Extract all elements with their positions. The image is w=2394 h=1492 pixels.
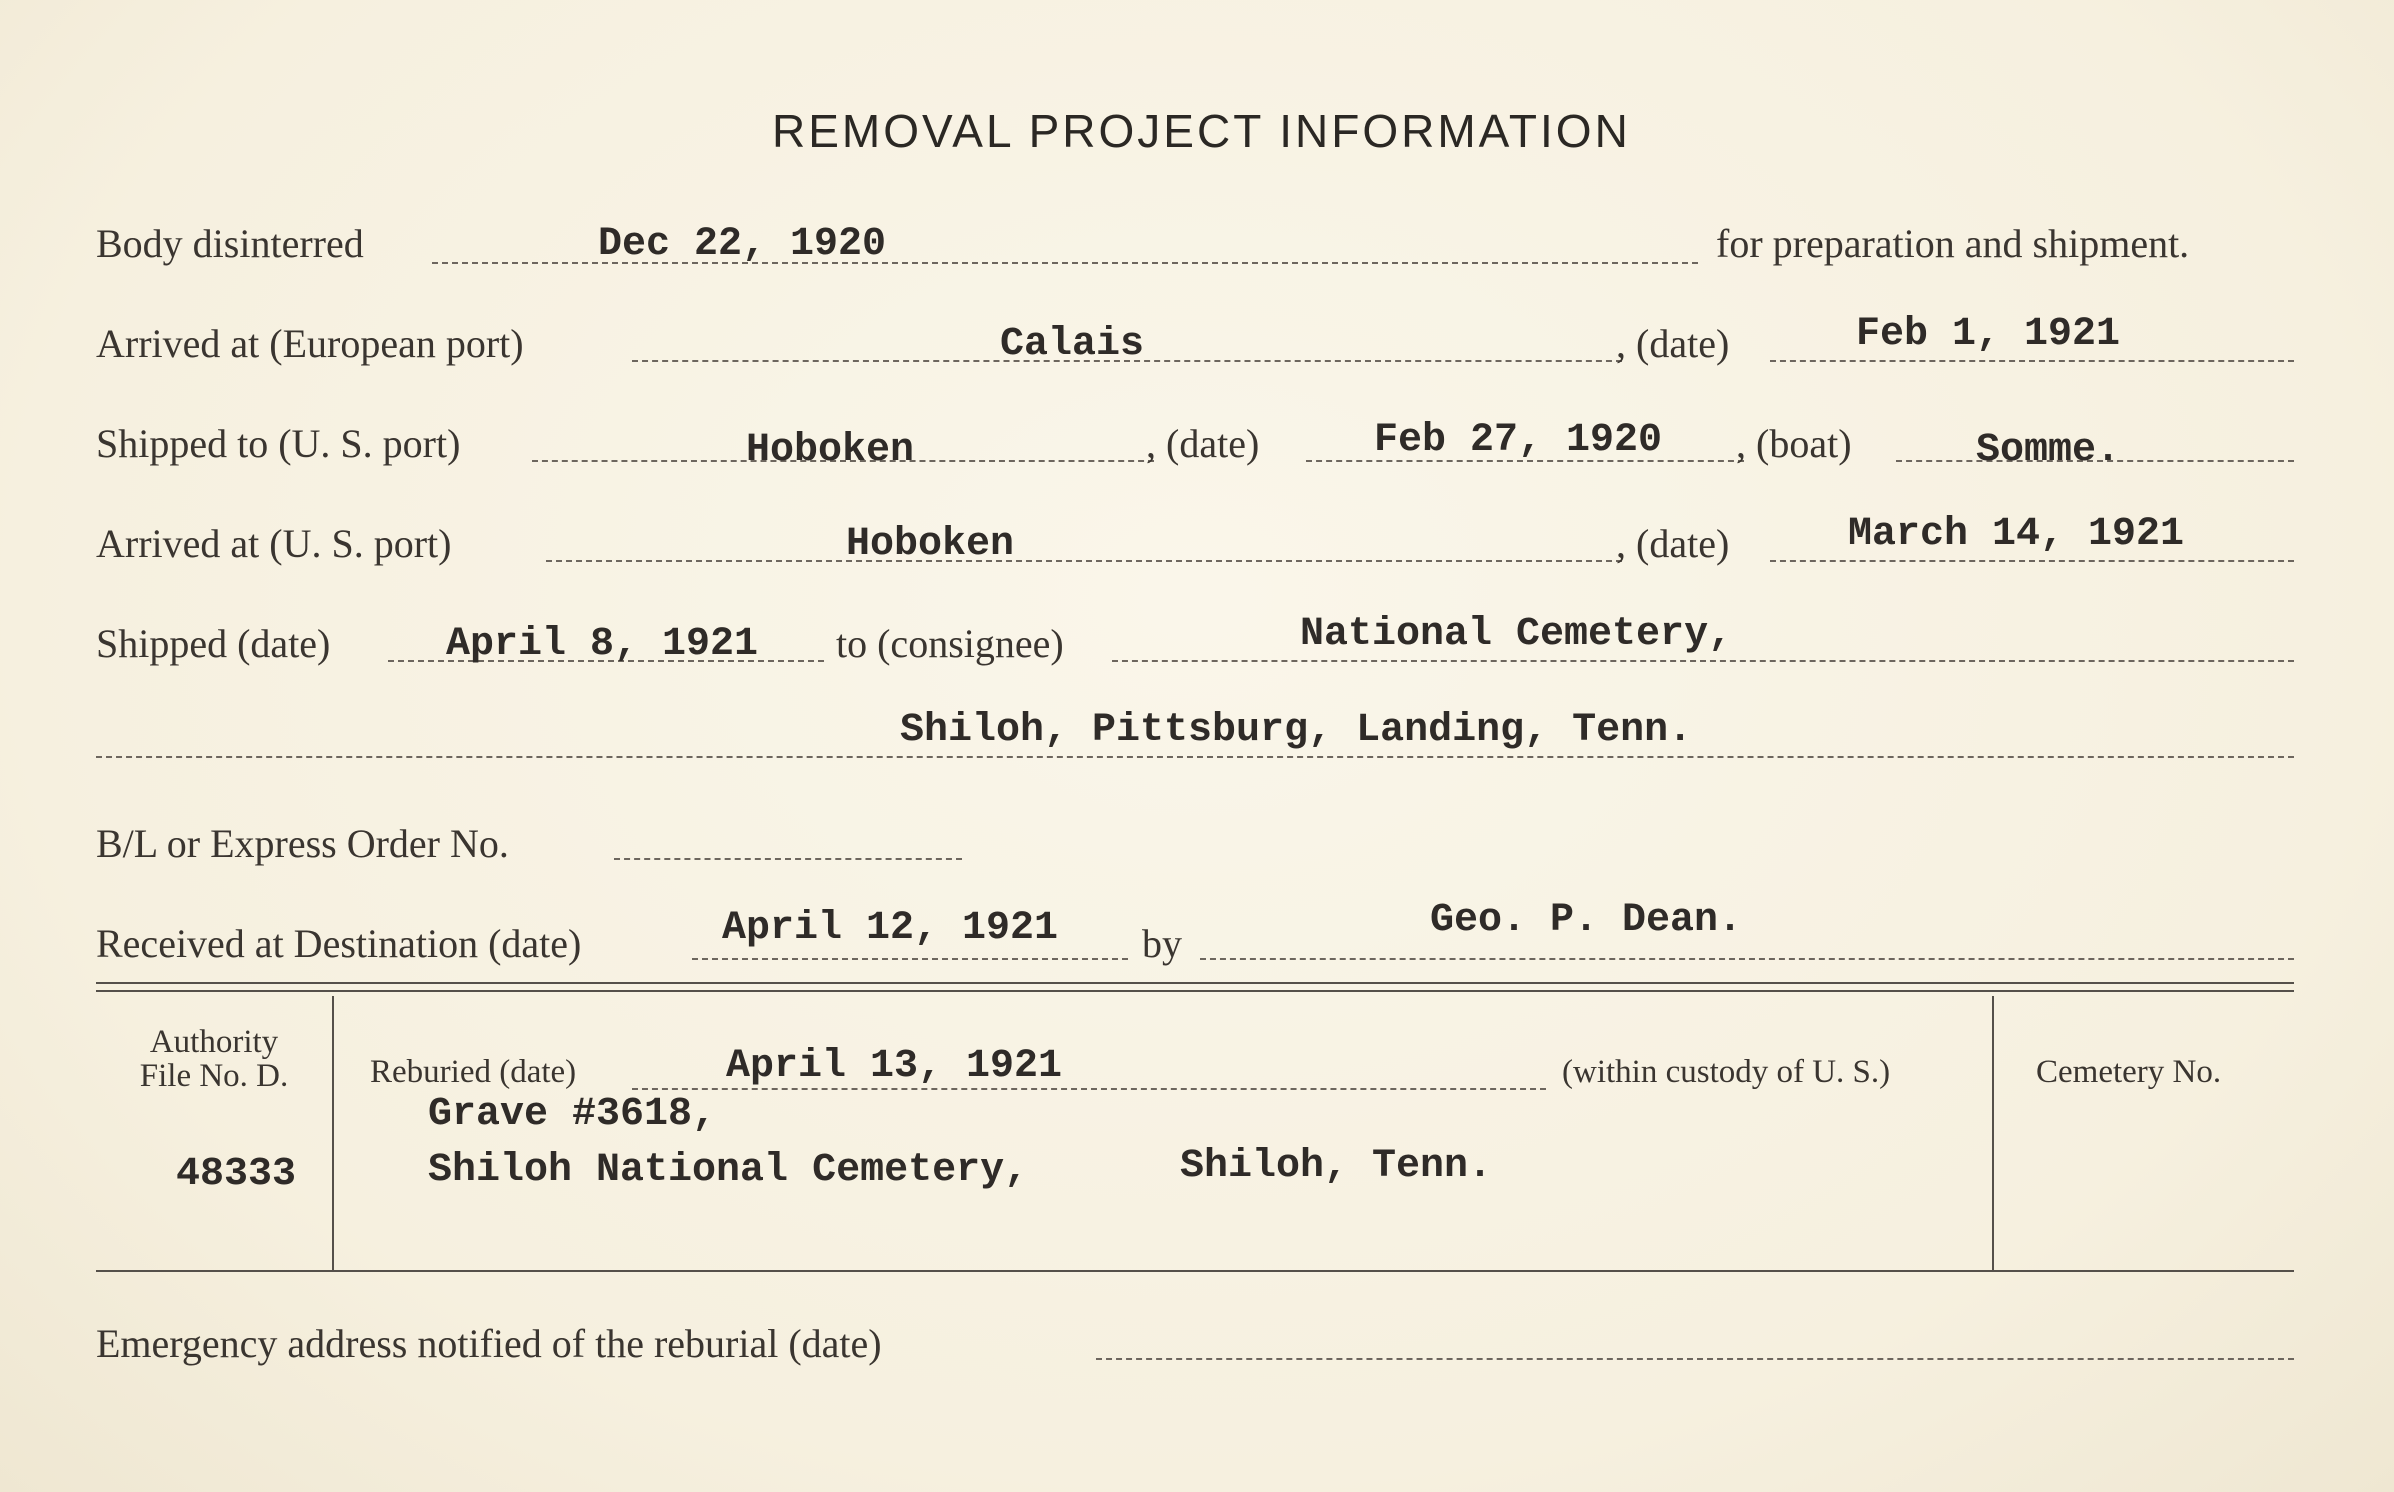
- box-top-rule-2: [96, 990, 2294, 992]
- received-by-label: by: [1142, 921, 1182, 966]
- grave-value: Grave #3618,: [428, 1092, 717, 1137]
- boat-value: Somme.: [1976, 428, 2121, 473]
- us-port-shipped-date-value: Feb 27, 1920: [1374, 418, 1663, 463]
- european-port-label: Arrived at (European port): [96, 321, 524, 366]
- custody-label: (within custody of U. S.): [1562, 1054, 1891, 1090]
- cemetery-name-value: Shiloh National Cemetery,: [428, 1148, 1029, 1193]
- express-order-label: B/L or Express Order No.: [96, 821, 509, 866]
- preparation-shipment-label: for preparation and shipment.: [1716, 221, 2190, 266]
- file-no-label: File No. D.: [139, 1058, 289, 1094]
- us-port-arrived-date-value: March 14, 1921: [1848, 512, 2185, 557]
- consignee-label: to (consignee): [836, 621, 1064, 666]
- us-port-arrived-line: [546, 560, 1622, 562]
- us-port-arrived-value: Hoboken: [846, 522, 1015, 567]
- consignee-line: [1112, 660, 2294, 662]
- emergency-address-label: Emergency address notified of the reburial (date): [96, 1321, 882, 1366]
- received-destination-line: [692, 958, 1128, 960]
- emergency-address-line: [1096, 1358, 2294, 1360]
- box-divider-right: [1992, 996, 1994, 1270]
- european-port-date-label: , (date): [1616, 321, 1730, 366]
- authority-label: Authority: [149, 1024, 279, 1060]
- european-port-date-value: Feb 1, 1921: [1856, 312, 2121, 357]
- us-port-shipped-label: Shipped to (U. S. port): [96, 421, 461, 466]
- us-port-shipped-date-label: , (date): [1146, 421, 1260, 466]
- authority-file-value: 48333: [176, 1152, 297, 1197]
- reburied-date-value: April 13, 1921: [726, 1044, 1063, 1089]
- received-by-value: Geo. P. Dean.: [1430, 898, 1743, 943]
- shipped-date-label: Shipped (date): [96, 621, 331, 666]
- received-by-line: [1200, 958, 2294, 960]
- consignee-value-line-2: Shiloh, Pittsburg, Landing, Tenn.: [900, 708, 1693, 753]
- consignee-line-2: [96, 756, 2294, 758]
- us-port-arrived-date-line: [1770, 560, 2294, 562]
- cemetery-location-value: Shiloh, Tenn.: [1180, 1144, 1493, 1189]
- us-port-arrived-label: Arrived at (U. S. port): [96, 521, 452, 566]
- box-top-rule: [96, 982, 2294, 984]
- body-disinterred-value: Dec 22, 1920: [598, 222, 887, 267]
- received-destination-label: Received at Destination (date): [96, 921, 582, 966]
- box-bottom-rule: [96, 1270, 2294, 1272]
- european-port-date-line: [1770, 360, 2294, 362]
- boat-label: , (boat): [1736, 421, 1852, 466]
- page-title: REMOVAL PROJECT INFORMATION: [772, 105, 1631, 157]
- cemetery-no-label: Cemetery No.: [2036, 1054, 2222, 1090]
- reburied-label: Reburied (date): [370, 1054, 577, 1090]
- shipped-date-value: April 8, 1921: [446, 622, 759, 667]
- express-order-line: [614, 858, 962, 860]
- received-destination-value: April 12, 1921: [722, 906, 1059, 951]
- us-port-shipped-value: Hoboken: [746, 428, 915, 473]
- european-port-value: Calais: [1000, 322, 1145, 367]
- consignee-value: National Cemetery,: [1300, 612, 1733, 657]
- body-disinterred-label: Body disinterred: [96, 221, 364, 266]
- box-divider-left: [332, 996, 334, 1270]
- us-port-arrived-date-label: , (date): [1616, 521, 1730, 566]
